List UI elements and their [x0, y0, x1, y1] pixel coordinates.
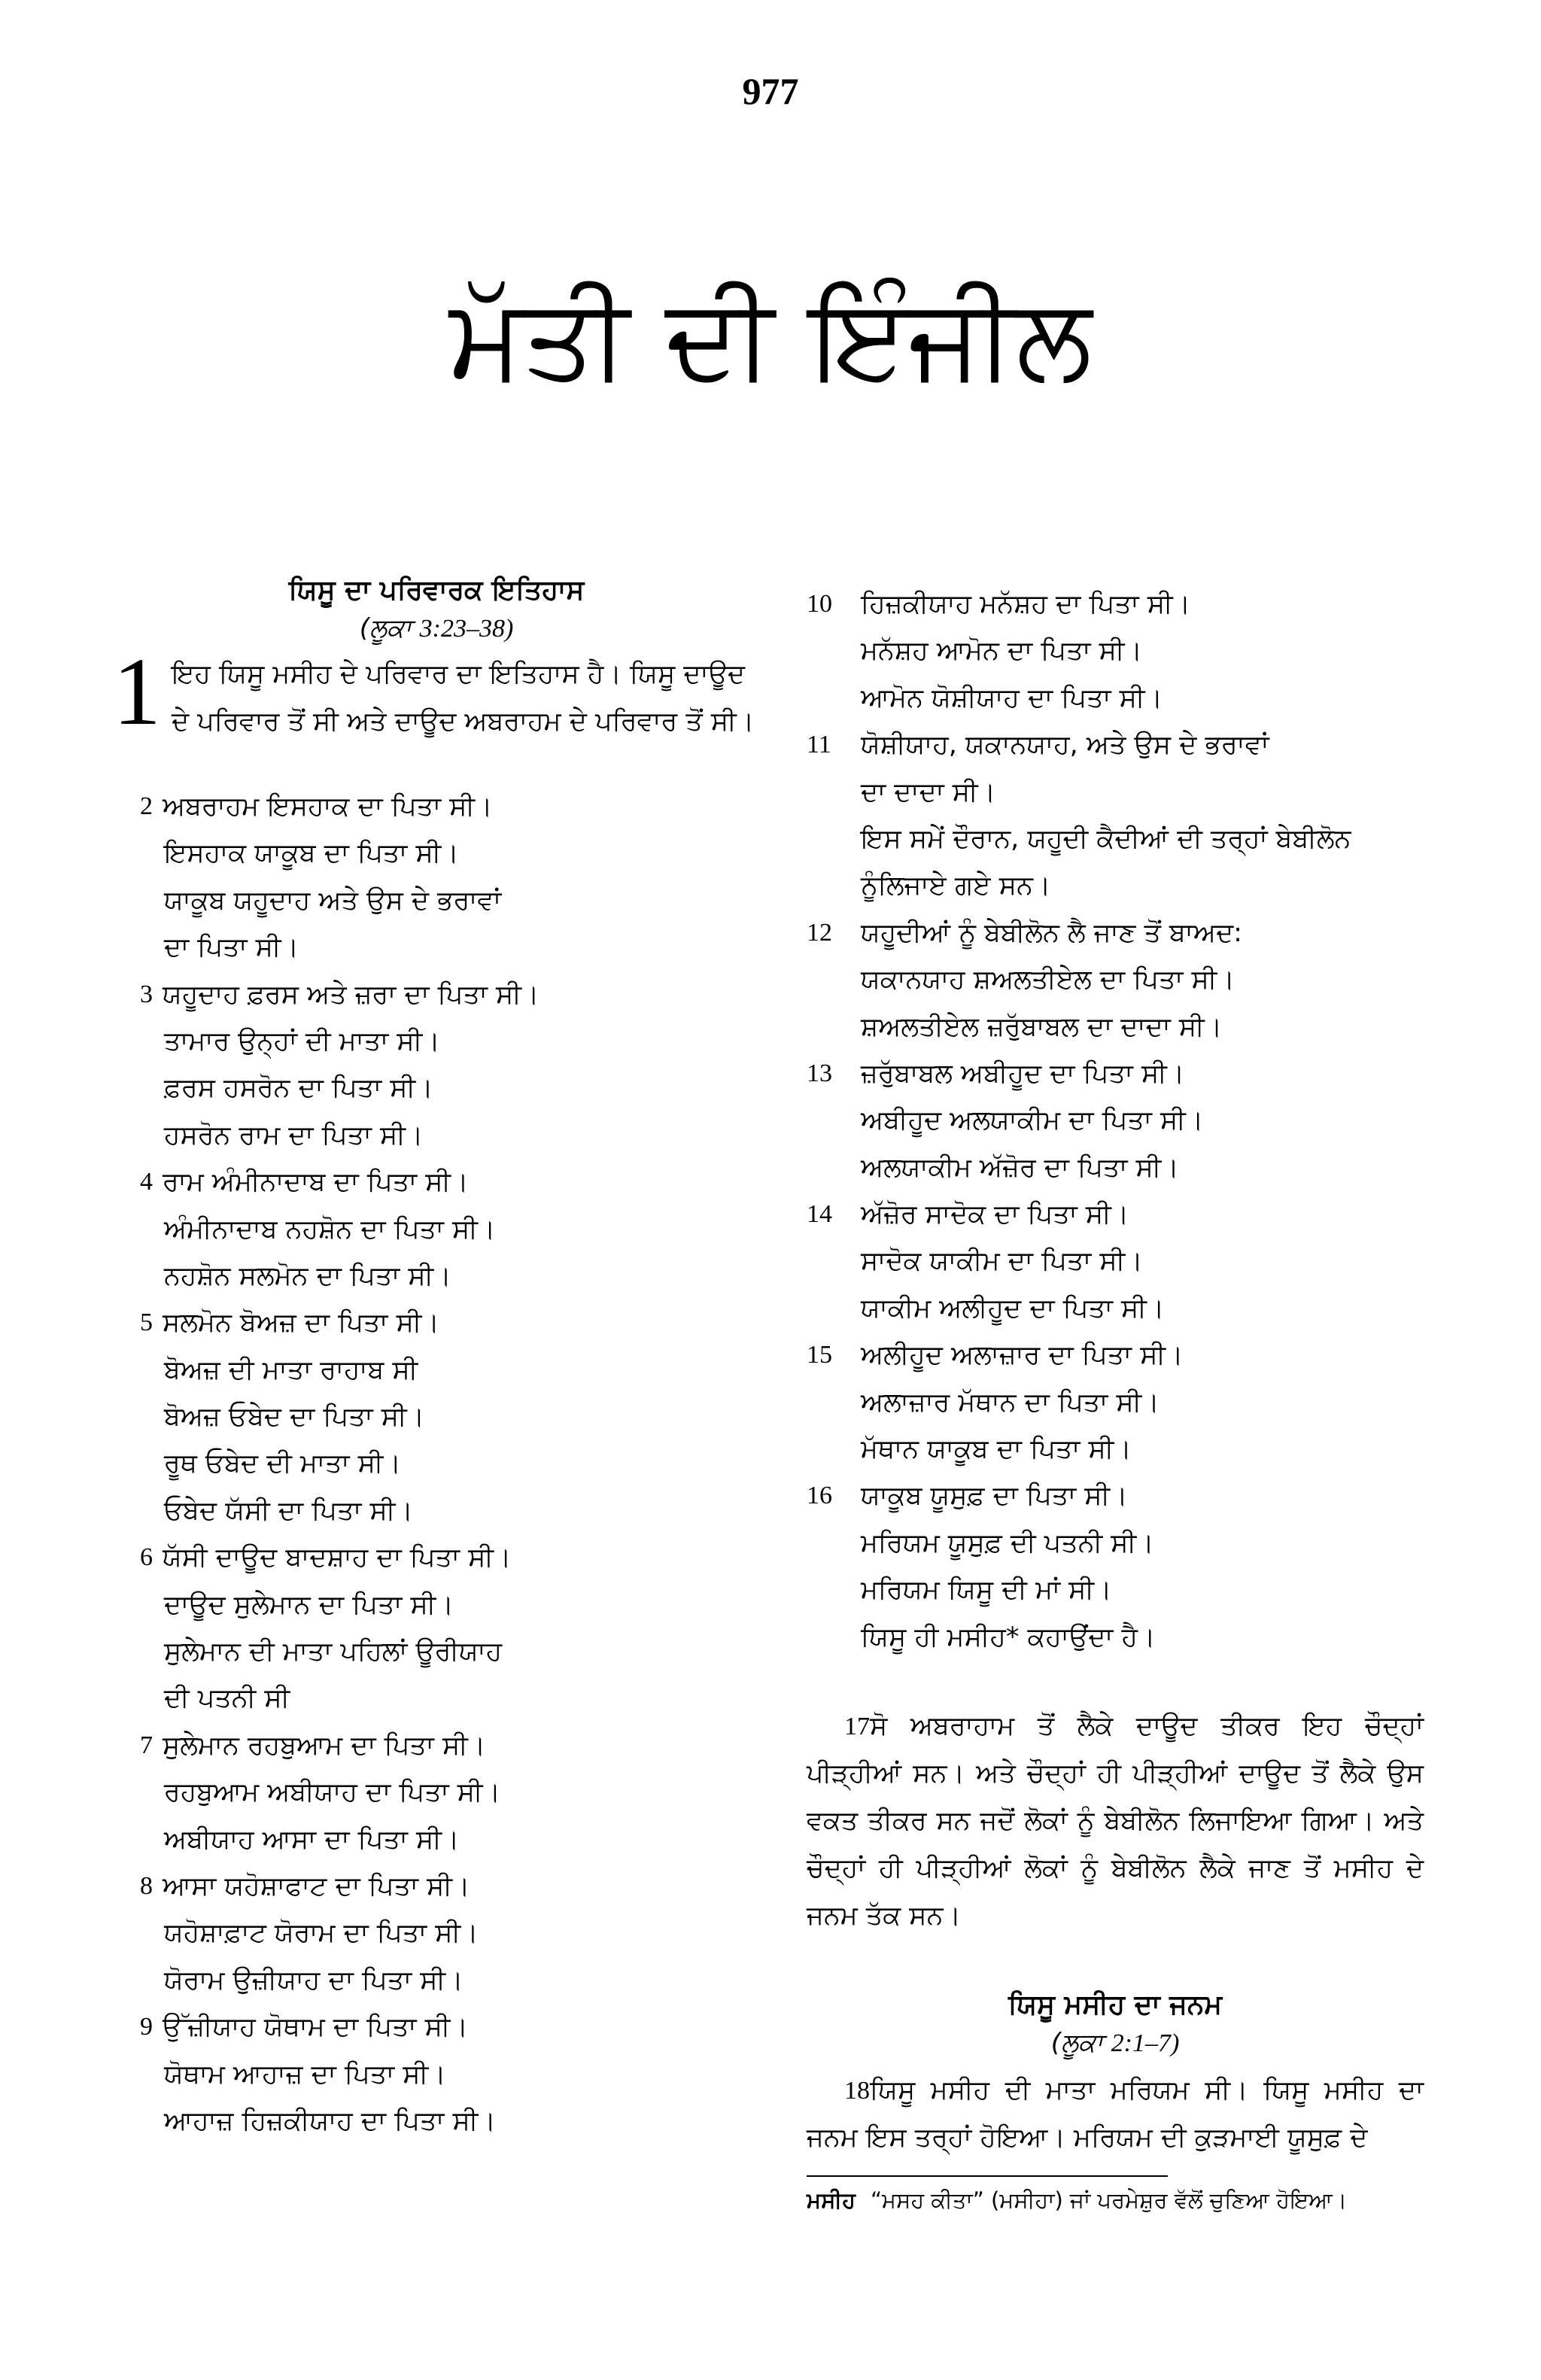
verse-number: 12 — [807, 918, 832, 947]
verse-line-text: ਜ਼ਰੁੱਬਾਬਲ ਅਬੀਹੂਦ ਦਾ ਪਿਤਾ ਸੀ। — [861, 1058, 1185, 1089]
verse-line — [113, 1769, 760, 1816]
verse-line-text: ਮਨੱਸ਼ਹ ਆਮੋਨ ਦਾ ਪਿਤਾ ਸੀ। — [861, 636, 1143, 667]
verse-line-text: ਉੱਜ਼ੀਯਾਹ ਯੋਥਾਮ ਦਾ ਪਿਤਾ ਸੀ। — [163, 2012, 469, 2043]
verse-line-text: ਮਰਿਯਮ ਯੂਸੁਫ਼ ਦੀ ਪਤਨੀ ਸੀ। — [861, 1527, 1154, 1558]
verse-line — [807, 1050, 1424, 1097]
verse-line — [113, 1910, 760, 1956]
verse-line — [807, 1379, 1424, 1426]
verse-line-text: ਅਲਾਜ਼ਾਰ ਮੱਥਾਨ ਦਾ ਪਿਤਾ ਸੀ। — [861, 1387, 1160, 1418]
verse-text: ਯਿਸੂ ਮਸੀਹ ਦੀ ਮਾਤਾ ਮਰਿਯਮ ਸੀ। ਯਿਸੂ ਮਸੀਹ ਦਾ ਜਨਮ ਇਸ ਤਰ੍ਹਾਂ ਹੋਇਆ। ਮਰਿਯਮ ਦੀ ਕੁੜਮਾਈ ਯੂਸੁਫ਼ ਦੇ — [807, 2075, 1424, 2153]
section-heading-genealogy: ਯਿਸੂ ਦਾ ਪਰਿਵਾਰਕ ਇਤਿਹਾਸ — [288, 575, 585, 606]
verse-line — [807, 675, 1424, 722]
verse-line — [113, 2098, 760, 2144]
left-column — [113, 572, 760, 2144]
verse-line-text: ਨੂੰਲਿਜਾਏ ਗਏ ਸਨ। — [861, 871, 1051, 901]
reference-verses: 3:23–38) — [419, 615, 514, 643]
chapter-number: 1 — [113, 638, 161, 745]
verse-line-text: ਦਾ ਪਿਤਾ ਸੀ। — [164, 932, 299, 963]
verse-number: 10 — [807, 590, 832, 618]
verse-line-text: ਅਲਯਾਕੀਮ ਅੱਜ਼ੋਰ ਦਾ ਪਿਤਾ ਸੀ। — [861, 1152, 1179, 1183]
verse-line-text: ਸਲਮੋਨ ਬੋਅਜ਼ ਦਾ ਪਿਤਾ ਸੀ। — [163, 1308, 440, 1339]
reference-book: (ਲੂਕਾ — [1050, 2027, 1111, 2058]
verse-line-text: ਅਬੀਹੂਦ ਅਲਯਾਕੀਮ ਦਾ ਪਿਤਾ ਸੀ। — [861, 1105, 1204, 1136]
verse-line — [807, 1520, 1424, 1567]
verse-line — [807, 722, 1424, 768]
verse-line — [807, 1332, 1424, 1378]
verse-line — [113, 1957, 760, 2004]
verse-line — [113, 1675, 760, 1722]
birth-section — [807, 1986, 1424, 2062]
verse-line — [807, 1004, 1424, 1050]
verse-line — [113, 971, 760, 1018]
verse-line — [807, 1426, 1424, 1473]
footnote — [807, 2181, 1424, 2219]
verse-line — [807, 1097, 1424, 1144]
verse-line — [113, 1065, 760, 1111]
verse-line-text: ਯਾਕੂਬ ਯੂਸੁਫ਼ ਦਾ ਪਿਤਾ ਸੀ। — [861, 1481, 1128, 1512]
section-reference — [807, 2024, 1424, 2062]
genealogy-verses-left — [113, 783, 760, 2144]
verse-text: ਸੋ ਅਬਰਾਹਾਮ ਤੋਂ ਲੈਕੇ ਦਾਊਦ ਤੀਕਰ ਇਹ ਚੌਦ੍ਹਾਂ ਪੀੜ੍ਹੀਆਂ ਸਨ। ਅਤੇ ਚੌਦ੍ਹਾਂ ਹੀ ਪੀੜ੍ਹੀਆਂ ਦਾਊਦ ਤੋਂ ਲੈਕੇ ਉਸ ਵਕਤ ਤੀਕਰ ਸਨ ਜਦੋਂ ਲੋਕਾਂ ਨੂੰ ਬੇਬੀਲੋਨ ਲਿਜਾਇਆ ਗਿਆ। ਅਤੇ ਚੌਦ੍ਹਾਂ ਹੀ ਪੀੜ੍ਹੀਆਂ ਲੋਕਾਂ ਨੂੰ ਬੇਬੀਲੋਨ ਲੈਕੇ ਜਾਣ ਤੋਂ ਮਸੀਹ ਦੇ ਜਨਮ ਤੱਕ ਸਨ। — [807, 1710, 1424, 1931]
verse-line — [807, 581, 1424, 628]
verse-line-text: ਯੋਥਾਮ ਆਹਾਜ਼ ਦਾ ਪਿਤਾ ਸੀ। — [164, 2059, 446, 2090]
verse-line-text: ਅਬਰਾਹਮ ਇਸਹਾਕ ਦਾ ਪਿਤਾ ਸੀ। — [163, 792, 493, 822]
book-title: ਮੱਤੀ ਦੀ ਇੰਜੀਲ — [448, 273, 1093, 404]
verse-line-text: ਮੱਥਾਨ ਯਾਕੂਬ ਦਾ ਪਿਤਾ ਸੀ। — [861, 1434, 1132, 1465]
verse-number: 2 — [140, 792, 153, 820]
verse-line-text: ਆਸਾ ਯਹੋਸ਼ਾਫਾਟ ਦਾ ਪਿਤਾ ਸੀ। — [163, 1871, 470, 1901]
verse-line — [113, 1863, 760, 1910]
verse-line — [113, 783, 760, 830]
verse-17-paragraph — [807, 1703, 1424, 1940]
verse-line — [113, 2051, 760, 2098]
verse-line — [113, 1582, 760, 1628]
verse-line-text: ਅਬੀਯਾਹ ਆਸਾ ਦਾ ਪਿਤਾ ਸੀ। — [164, 1824, 460, 1855]
intro-text: ਇਹ ਯਿਸੂ ਮਸੀਹ ਦੇ ਪਰਿਵਾਰ ਦਾ ਇਤਿਹਾਸ ਹੈ। ਯਿਸੂ ਦਾਊਦ ਦੇ ਪਰਿਵਾਰ ਤੋਂ ਸੀ ਅਤੇ ਦਾਊਦ ਅਬਰਾਹਮ ਦੇ ਪਰਿਵਾਰ ਤੋਂ ਸੀ। — [172, 659, 755, 737]
verse-number: 14 — [807, 1200, 832, 1229]
verse-line-text: ਯਿਸੂ ਹੀ ਮਸੀਹ* ਕਹਾਉਂਦਾ ਹੈ। — [861, 1622, 1156, 1652]
footnote-divider — [807, 2175, 1168, 2177]
verse-number: 11 — [807, 731, 831, 759]
verse-line-text: ਰਹਬੁਆਮ ਅਬੀਯਾਹ ਦਾ ਪਿਤਾ ਸੀ। — [164, 1777, 501, 1808]
verse-line-text: ਫ਼ਰਸ ਹਸਰੋਨ ਦਾ ਪਿਤਾ ਸੀ। — [164, 1073, 433, 1104]
verse-line-text: ਯੋਰਾਮ ਉਜ਼ੀਯਾਹ ਦਾ ਪਿਤਾ ਸੀ। — [164, 1965, 464, 1995]
verse-line — [807, 1614, 1424, 1661]
verse-line-text: ਬੋਅਜ਼ ਦੀ ਮਾਤਾ ਰਾਹਾਬ ਸੀ — [164, 1354, 418, 1385]
verse-line — [113, 1394, 760, 1440]
verse-line — [807, 769, 1424, 816]
verse-number: 18 — [844, 2076, 870, 2105]
verse-line — [113, 1816, 760, 1863]
verse-line — [113, 1628, 760, 1675]
verse-line-text: ਸੁਲੇਮਾਨ ਰਹਬੁਆਮ ਦਾ ਪਿਤਾ ਸੀ। — [163, 1730, 486, 1761]
reference-book: (ਲੂਕਾ — [359, 613, 420, 643]
verse-line — [807, 956, 1424, 1003]
verse-line-text: ਮਰਿਯਮ ਯਿਸੂ ਦੀ ਮਾਂ ਸੀ। — [861, 1575, 1112, 1606]
verse-line — [113, 1253, 760, 1299]
verse-line-text: ਹਿਜ਼ਕੀਯਾਹ ਮਨੱਸ਼ਹ ਦਾ ਪਿਤਾ ਸੀ। — [861, 589, 1191, 619]
footnote-text: “ਮਸਹ ਕੀਤਾ” (ਮਸੀਹਾ) ਜਾਂ ਪਰਮੇਸ਼ੁਰ ਵੱਲੋਂ ਚੁਣਿਆ ਹੋਇਆ। — [870, 2187, 1348, 2213]
verse-line — [807, 1238, 1424, 1284]
verse-line-text: ਇਸਹਾਕ ਯਾਕੂਬ ਦਾ ਪਿਤਾ ਸੀ। — [164, 838, 459, 869]
verse-line — [807, 862, 1424, 909]
reference-verses: 2:1–7) — [1111, 2029, 1180, 2057]
verse-line-text: ਆਮੋਨ ਯੋਸ਼ੀਯਾਹ ਦਾ ਪਿਤਾ ਸੀ। — [861, 682, 1163, 713]
verse-line — [807, 628, 1424, 674]
verse-line-text: ਅੰਮੀਨਾਦਾਬ ਨਹਸ਼ੋਨ ਦਾ ਪਿਤਾ ਸੀ। — [164, 1214, 496, 1245]
verse-line — [113, 877, 760, 924]
verse-line — [113, 924, 760, 971]
verse-line — [113, 830, 760, 877]
verse-line-text: ਤਾਮਾਰ ਉਨ੍ਹਾਂ ਦੀ ਮਾਤਾ ਸੀ। — [164, 1026, 440, 1056]
verse-line-text: ਦੀ ਪਤਨੀ ਸੀ — [164, 1683, 290, 1714]
verse-line — [113, 1488, 760, 1534]
footnote-term: ਮਸੀਹ — [807, 2187, 856, 2213]
right-column — [807, 581, 1424, 2219]
verse-line-text: ਦਾ ਦਾਦਾ ਸੀ। — [861, 777, 996, 807]
verse-line — [113, 1206, 760, 1253]
section-reference — [113, 609, 760, 648]
verse-line — [113, 1440, 760, 1487]
verse-line — [807, 1285, 1424, 1332]
verse-line — [113, 1722, 760, 1769]
verse-line — [807, 816, 1424, 862]
verse-line-text: ਸੁਲੇਮਾਨ ਦੀ ਮਾਤਾ ਪਹਿਲਾਂ ਊਰੀਯਾਹ — [164, 1637, 503, 1667]
verse-line-text: ਸਾਦੋਕ ਯਾਕੀਮ ਦਾ ਪਿਤਾ ਸੀ। — [861, 1246, 1143, 1277]
verse-line — [807, 1473, 1424, 1519]
verse-number: 16 — [807, 1482, 832, 1510]
verse-number: 13 — [807, 1059, 832, 1087]
verse-number: 9 — [140, 2013, 153, 2041]
verse-line-text: ਇਸ ਸਮੇਂ ਦੌਰਾਨ, ਯਹੂਦੀ ਕੈਦੀਆਂ ਦੀ ਤਰ੍ਹਾਂ ਬੇਬੀਲੋਨ — [861, 823, 1351, 854]
verse-line-text: ਅਲੀਹੂਦ ਅਲਾਜ਼ਾਰ ਦਾ ਪਿਤਾ ਸੀ। — [861, 1340, 1184, 1371]
verse-line-text: ਯਕਾਨਯਾਹ ਸ਼ਅਲਤੀਏਲ ਦਾ ਪਿਤਾ ਸੀ। — [861, 965, 1235, 995]
verse-line — [113, 1347, 760, 1394]
verse-line-text: ਯੋਸ਼ੀਯਾਹ, ਯਕਾਨਯਾਹ, ਅਤੇ ਉਸ ਦੇ ਭਰਾਵਾਂ — [861, 730, 1269, 761]
verse-line-text: ਯਾਕੂਬ ਯਹੂਦਾਹ ਅਤੇ ਉਸ ਦੇ ਭਰਾਵਾਂ — [164, 885, 502, 916]
verse-line-text: ਯਹੂਦਾਹ ਫ਼ਰਸ ਅਤੇ ਜ਼ਰਾ ਦਾ ਪਿਤਾ ਸੀ। — [163, 979, 540, 1010]
verse-line-text: ਆਹਾਜ਼ ਹਿਜ਼ਕੀਯਾਹ ਦਾ ਪਿਤਾ ਸੀ। — [164, 2105, 496, 2136]
verse-number: 4 — [140, 1168, 153, 1196]
verse-line-text: ਸ਼ਅਲਤੀਏਲ ਜ਼ਰੁੱਬਾਬਲ ਦਾ ਦਾਦਾ ਸੀ। — [861, 1011, 1223, 1042]
verse-line-text: ਯਹੋਸ਼ਾਫ਼ਾਟ ਯੋਰਾਮ ਦਾ ਪਿਤਾ ਸੀ। — [164, 1918, 479, 1949]
verse-number: 7 — [140, 1731, 153, 1759]
verse-line-text: ਓਬੇਦ ਯੱਸੀ ਦਾ ਪਿਤਾ ਸੀ। — [164, 1495, 413, 1526]
verse-line — [113, 1112, 760, 1159]
genealogy-verses-right — [807, 581, 1424, 1661]
verse-18-paragraph — [807, 2067, 1424, 2162]
verse-line — [807, 1567, 1424, 1613]
verse-line-text: ਰੂਥ ਓਬੇਦ ਦੀ ਮਾਤਾ ਸੀ। — [164, 1448, 402, 1479]
verse-number: 5 — [140, 1309, 153, 1337]
verse-line — [113, 1299, 760, 1346]
verse-number: 15 — [807, 1341, 832, 1369]
page-number: 977 — [742, 70, 799, 112]
verse-line — [113, 1018, 760, 1065]
section-heading-birth: ਯਿਸੂ ਮਸੀਹ ਦਾ ਜਨਮ — [1008, 1989, 1223, 2020]
verse-line — [807, 1191, 1424, 1238]
verse-line-text: ਯੱਸੀ ਦਾਊਦ ਬਾਦਸ਼ਾਹ ਦਾ ਪਿਤਾ ਸੀ। — [163, 1543, 512, 1573]
verse-line-text: ਯਹੂਦੀਆਂ ਨੂੰ ਬੇਬੀਲੋਨ ਲੈ ਜਾਣ ਤੋਂ ਬਾਅਦ: — [861, 917, 1242, 948]
verse-number: 8 — [140, 1871, 153, 1900]
verse-line-text: ਅੱਜ਼ੋਰ ਸਾਦੋਕ ਦਾ ਪਿਤਾ ਸੀ। — [861, 1199, 1129, 1230]
verse-line — [113, 2004, 760, 2050]
verse-line — [807, 1144, 1424, 1191]
verse-line — [807, 910, 1424, 956]
verse-line-text: ਦਾਊਦ ਸੁਲੇਮਾਨ ਦਾ ਪਿਤਾ ਸੀ। — [164, 1589, 454, 1620]
chapter-intro — [113, 638, 760, 746]
verse-line — [113, 1159, 760, 1205]
verse-line-text: ਹਸਰੋਨ ਰਾਮ ਦਾ ਪਿਤਾ ਸੀ। — [164, 1120, 424, 1150]
verse-line — [113, 1534, 760, 1581]
verse-number: 17 — [844, 1712, 870, 1740]
verse-line-text: ਯਾਕੀਮ ਅਲੀਹੂਦ ਦਾ ਪਿਤਾ ਸੀ। — [861, 1293, 1165, 1324]
verse-line-text: ਨਹਸ਼ੋਨ ਸਲਮੋਨ ਦਾ ਪਿਤਾ ਸੀ। — [164, 1260, 451, 1291]
verse-number: 6 — [140, 1543, 153, 1572]
verse-number: 3 — [140, 980, 153, 1008]
verse-line-text: ਬੋਅਜ਼ ਓਬੇਦ ਦਾ ਪਿਤਾ ਸੀ। — [164, 1402, 425, 1433]
verse-line-text: ਰਾਮ ਅੰਮੀਨਾਦਾਬ ਦਾ ਪਿਤਾ ਸੀ। — [163, 1167, 469, 1198]
